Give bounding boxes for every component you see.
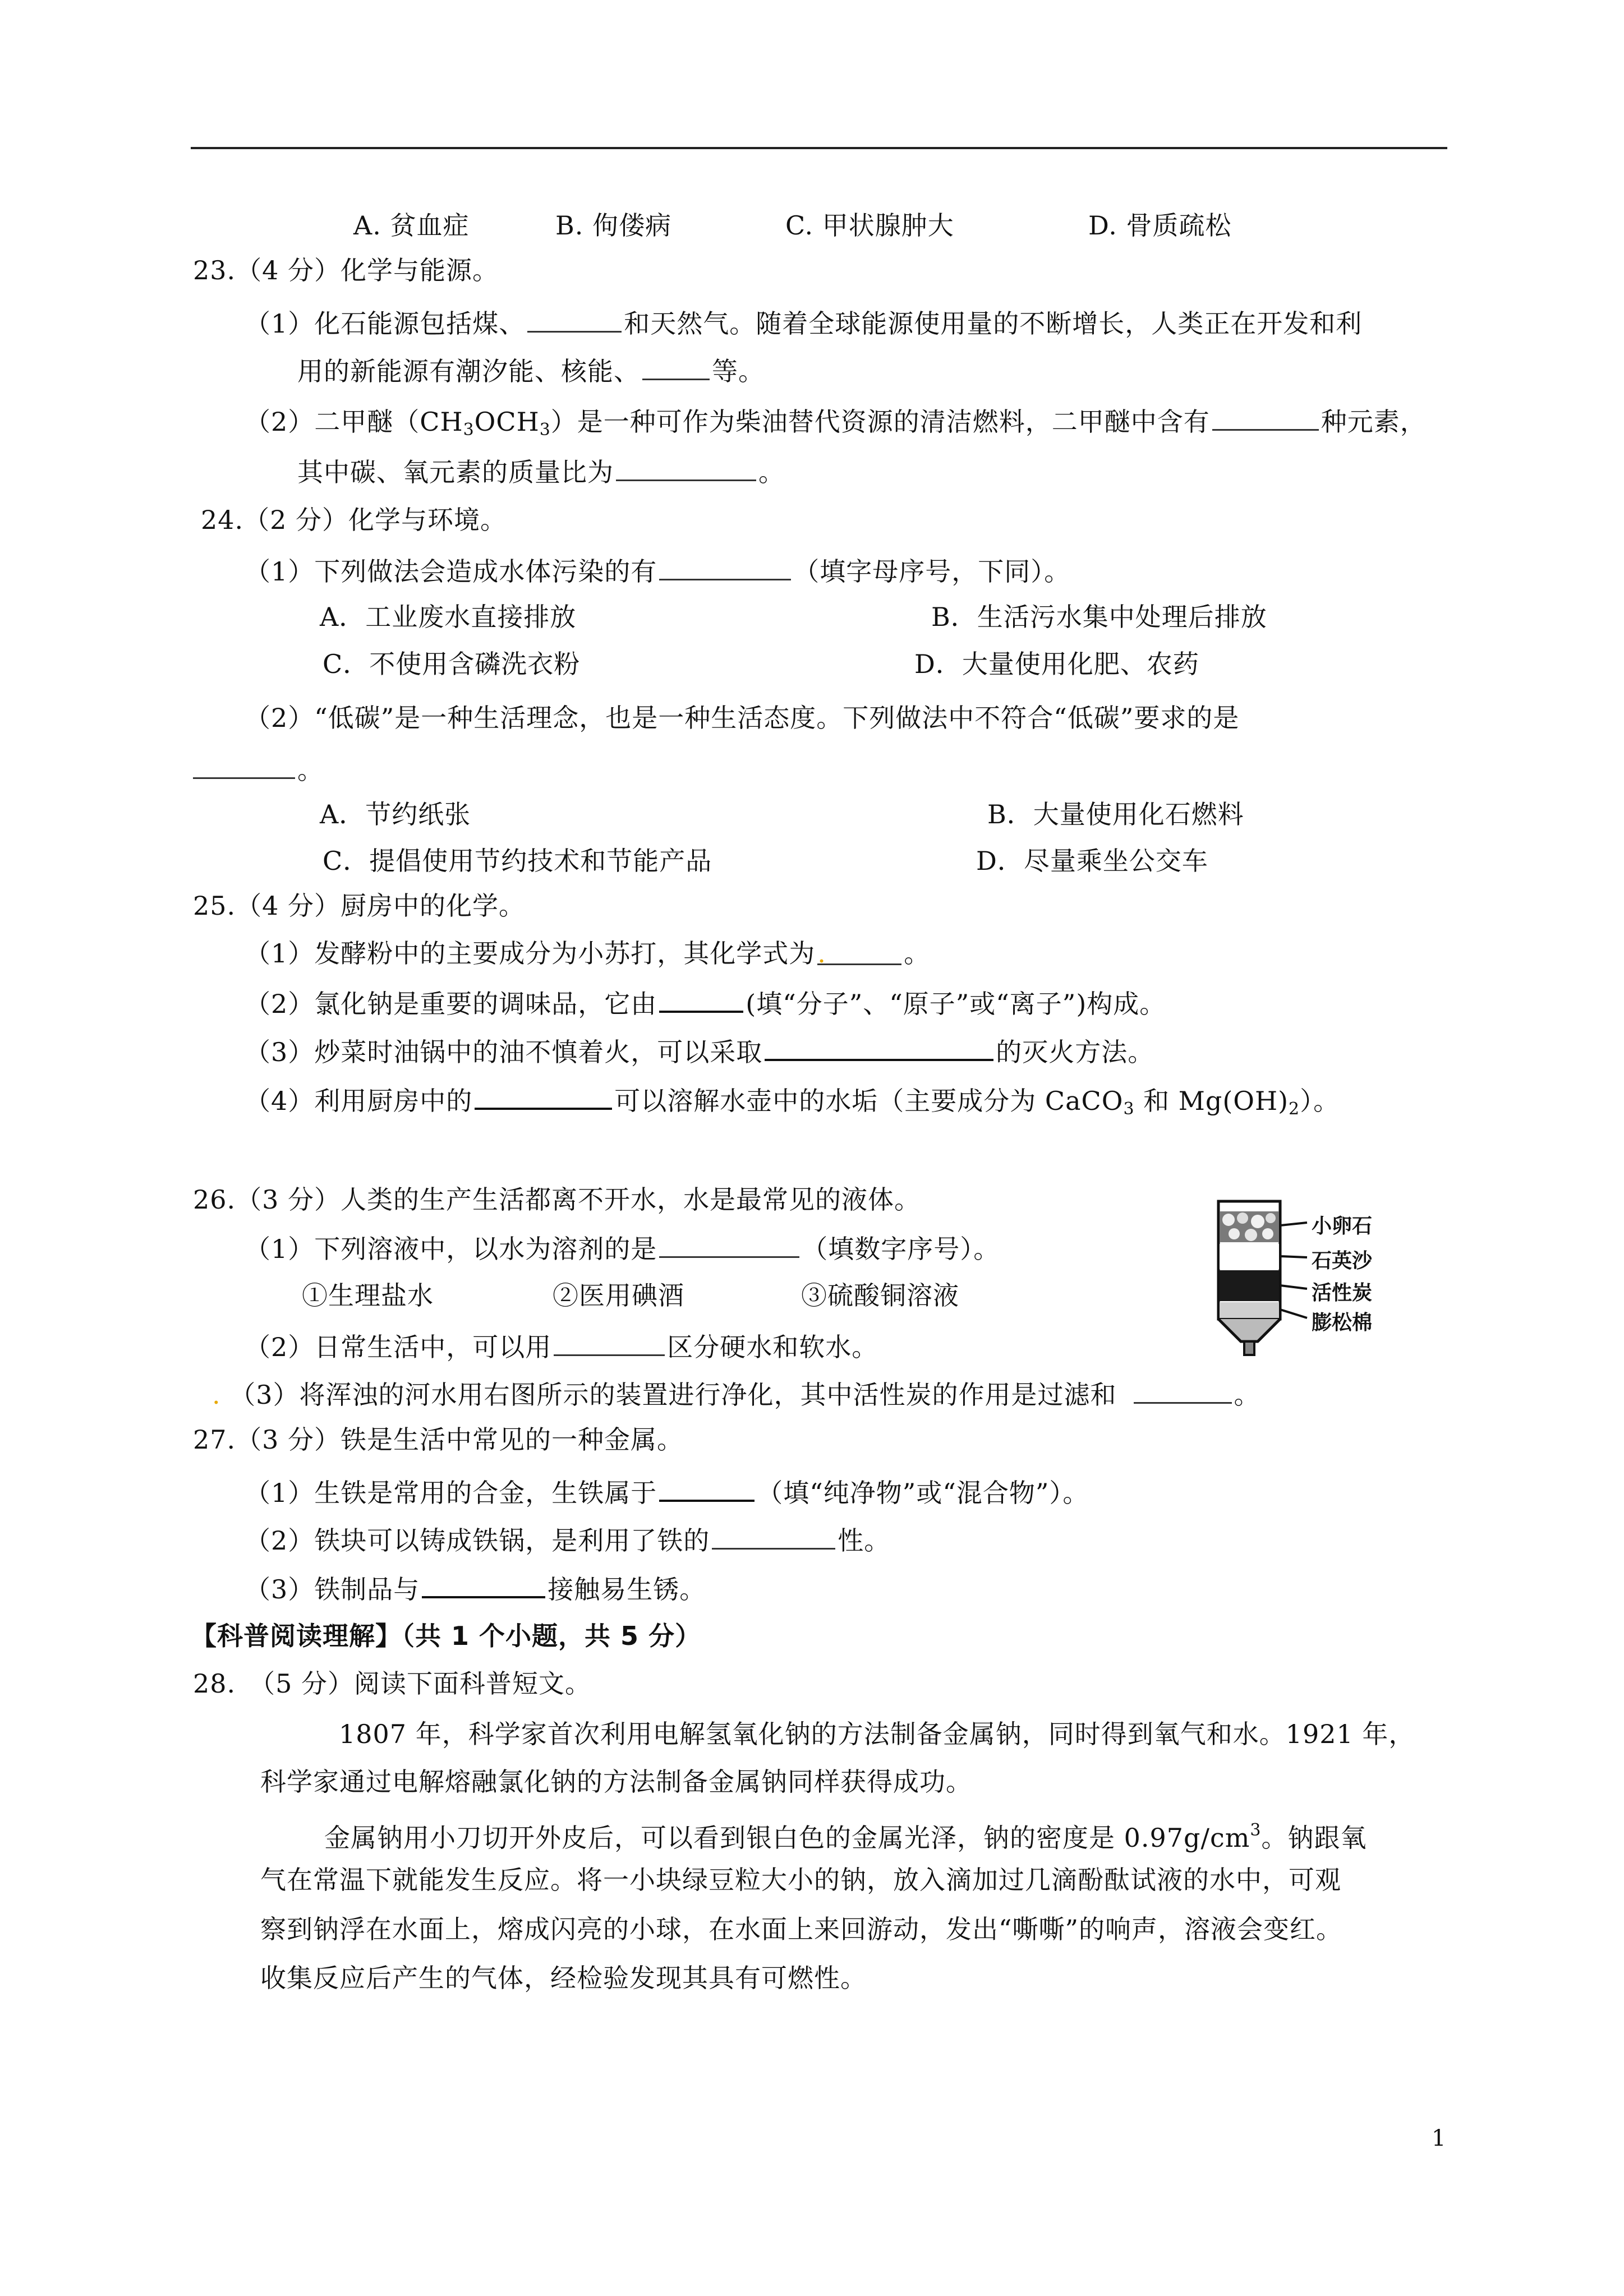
q22-option-a: A. 贫血症 [353, 210, 470, 241]
q25-p4a: （4）利用厨房中的 [245, 1086, 473, 1116]
q24-part1 [245, 551, 1070, 589]
answer-blank [1212, 401, 1319, 431]
q28-para2-line1 [324, 1813, 1367, 1856]
answer-blank [817, 935, 901, 969]
answer-blank [475, 1080, 612, 1110]
q26-p1b: （填数字序号）。 [802, 1234, 1000, 1264]
q27-p2a: （2）铁块可以铸成铁锅，是利用了铁的 [245, 1525, 710, 1556]
q23-part2-line2 [297, 451, 785, 490]
q25-part2 [245, 983, 1166, 1022]
q23-p2d: 种元素， [1321, 407, 1427, 437]
q25-p3b: 的灭火方法。 [996, 1037, 1154, 1067]
page-number: 1 [1432, 2126, 1446, 2151]
q27-part3 [245, 1568, 706, 1607]
subscript: 3 [463, 420, 475, 440]
q27-p3b: 接触易生锈。 [548, 1574, 706, 1605]
q23-part1-line2 [297, 351, 765, 389]
q24-title: 24.（2 分）化学与环境。 [201, 505, 507, 535]
q24-2-option-d: D．尽量乘坐公交车 [976, 846, 1208, 876]
q25-part4 [245, 1080, 1340, 1127]
water-filter-figure [1212, 1189, 1414, 1374]
q24-2-option-c: C．提倡使用节约技术和节能产品 [323, 846, 712, 876]
q25-p4b: 可以溶解水壶中的水垢（主要成分为 CaCO [614, 1086, 1124, 1116]
answer-blank [422, 1568, 545, 1598]
answer-blank [554, 1326, 665, 1356]
answer-blank [765, 1031, 993, 1061]
q25-p3a: （3）炒菜时油锅中的油不慎着火，可以采取 [245, 1037, 763, 1067]
q24-p1b: （填字母序号，下同）。 [793, 556, 1071, 587]
q22-option-d: D. 骨质疏松 [1088, 210, 1232, 241]
q24-2-option-b: B．大量使用化石燃料 [987, 799, 1244, 829]
answer-blank [527, 303, 622, 333]
q24-part2-blank [193, 749, 324, 788]
q23-part1-line1 [245, 303, 1362, 342]
q25-p1a: （1）发酵粉中的主要成分为小苏打，其化学式为 [245, 938, 816, 969]
q26-p1a: （1）下列溶液中，以水为溶剂的是 [245, 1234, 657, 1264]
q26-option-1: ①生理盐水 [302, 1280, 434, 1311]
label-quartz-sand: 石英沙 [1312, 1250, 1373, 1273]
q25-p2a: （2）氯化钠是重要的调味品，它由 [245, 989, 657, 1019]
q24-part2: （2）“低碳”是一种生活理念，也是一种生活态度。下列做法中不符合“低碳”要求的是 [245, 703, 1240, 733]
q26-part2 [245, 1326, 878, 1365]
orange-mark: . [817, 938, 826, 969]
label-pebbles: 小卵石 [1312, 1215, 1373, 1238]
q27-p3a: （3）铁制品与 [245, 1574, 420, 1605]
q25-p2b: (填“分子”、“原子”或“离子”)构成。 [746, 989, 1166, 1019]
q23-p2a: （2）二甲醚（CH [245, 407, 463, 437]
q28-para2-line3: 察到钠浮在水面上，熔成闪亮的小球，在水面上来回游动，发出“嘶嘶”的响声，溶液会变红。 [260, 1914, 1343, 1944]
q24-2-option-a: A．节约纸张 [320, 799, 471, 829]
q23-p1b: 和天然气。随着全球能源使用量的不断增长，人类正在开发和利 [624, 308, 1363, 339]
q23-p1d: 等。 [712, 356, 765, 386]
q25-p4c: 和 Mg(OH) [1134, 1086, 1289, 1116]
q24-p2end: 。 [297, 755, 324, 785]
q27-title: 27.（3 分）铁是生活中常见的一种金属。 [193, 1424, 684, 1455]
q26-title: 26.（3 分）人类的生产生活都离不开水，水是最常见的液体。 [193, 1184, 921, 1215]
superscript: 3 [1250, 1820, 1262, 1840]
q28-para2a: 金属钠用小刀切开外皮后，可以看到银白色的金属光泽，钠的密度是 0.97g/cm [324, 1823, 1250, 1853]
q22-option-c: C. 甲状腺肿大 [785, 210, 954, 241]
q26-p2b: 区分硬水和软水。 [667, 1332, 878, 1362]
q23-part2-line1 [245, 401, 1427, 448]
q27-part2 [245, 1520, 890, 1559]
label-cotton: 膨松棉 [1312, 1311, 1373, 1334]
q26-option-2: ②医用碘酒 [553, 1280, 684, 1311]
q26-p3b: 。 [1234, 1380, 1260, 1410]
subscript: 2 [1289, 1099, 1300, 1119]
q25-title: 25.（4 分）厨房中的化学。 [193, 891, 526, 921]
q23-p1a: （1）化石能源包括煤、 [245, 308, 526, 339]
q27-p1b: （填“纯净物”或“混合物”）。 [757, 1478, 1089, 1508]
answer-blank [193, 749, 295, 779]
q23-p2b: OCH [474, 407, 540, 437]
q25-p4d: ）。 [1300, 1086, 1340, 1116]
label-activated-carbon: 活性炭 [1312, 1281, 1373, 1304]
q26-p3a: （3）将浑浊的河水用右图所示的装置进行净化，其中活性炭的作用是过滤和 [229, 1380, 1117, 1410]
q26-part1 [245, 1228, 1000, 1267]
answer-blank [659, 1228, 799, 1258]
orange-mark: . [212, 1380, 221, 1410]
q27-p1a: （1）生铁是常用的合金，生铁属于 [245, 1478, 657, 1508]
q28-title: 28. （5 分）阅读下面科普短文。 [193, 1668, 592, 1699]
q26-option-3: ③硫酸铜溶液 [801, 1280, 959, 1311]
answer-blank [642, 351, 710, 380]
q28-para2a-end: 。钠跟氧 [1261, 1823, 1367, 1853]
subscript: 3 [1123, 1099, 1135, 1119]
answer-blank [1134, 1374, 1232, 1404]
q25-part1 [245, 935, 930, 971]
answer-blank [659, 551, 791, 580]
q23-p2e: 其中碳、氧元素的质量比为 [297, 457, 614, 487]
answer-blank [616, 451, 756, 481]
subscript: 3 [539, 420, 551, 440]
q24-p1a: （1）下列做法会造成水体污染的有 [245, 556, 657, 587]
answer-blank [659, 983, 743, 1013]
q24-option-d: D．大量使用化肥、农药 [914, 649, 1199, 679]
q24-option-b: B．生活污水集中处理后排放 [931, 602, 1267, 632]
q28-para1-line1: 1807 年，科学家首次利用电解氢氧化钠的方法制备金属钠，同时得到氧气和水。1921 年， [339, 1719, 1415, 1749]
q27-p2b: 性。 [838, 1525, 891, 1556]
section-heading-detail: （共 1 个小题，共 5 分） [402, 1621, 702, 1651]
q28-para1-line2: 科学家通过电解熔融氯化钠的方法制备金属钠同样获得成功。 [260, 1767, 972, 1797]
q27-part1 [245, 1472, 1089, 1511]
answer-blank [659, 1472, 755, 1502]
answer-blank [712, 1520, 835, 1550]
q24-option-a: A．工业废水直接排放 [320, 602, 577, 632]
q25-p1b: 。 [904, 938, 931, 969]
q28-para2-line2: 气在常温下就能发生反应。将一小块绿豆粒大小的钠，放入滴加过几滴酚酞试液的水中，可观 [260, 1865, 1341, 1895]
q25-part3 [245, 1031, 1154, 1070]
section-heading-label: 【科普阅读理解】 [191, 1621, 402, 1651]
q23-p2c: ）是一种可作为柴油替代资源的清洁燃料，二甲醚中含有 [550, 407, 1210, 437]
header-rule [191, 147, 1447, 149]
q26-p2a: （2）日常生活中，可以用 [245, 1332, 552, 1362]
q23-p1c: 用的新能源有潮汐能、核能、 [297, 356, 640, 386]
q23-title: 23.（4 分）化学与能源。 [193, 255, 499, 285]
q26-part3 [212, 1374, 1260, 1413]
q23-p2f: 。 [758, 457, 785, 487]
q22-option-b: B. 佝偻病 [555, 210, 672, 241]
q24-option-c: C．不使用含磷洗衣粉 [323, 649, 581, 679]
q28-para2-line4: 收集反应后产生的气体，经检验发现其具有可燃性。 [260, 1963, 867, 1993]
section-heading [191, 1618, 701, 1654]
